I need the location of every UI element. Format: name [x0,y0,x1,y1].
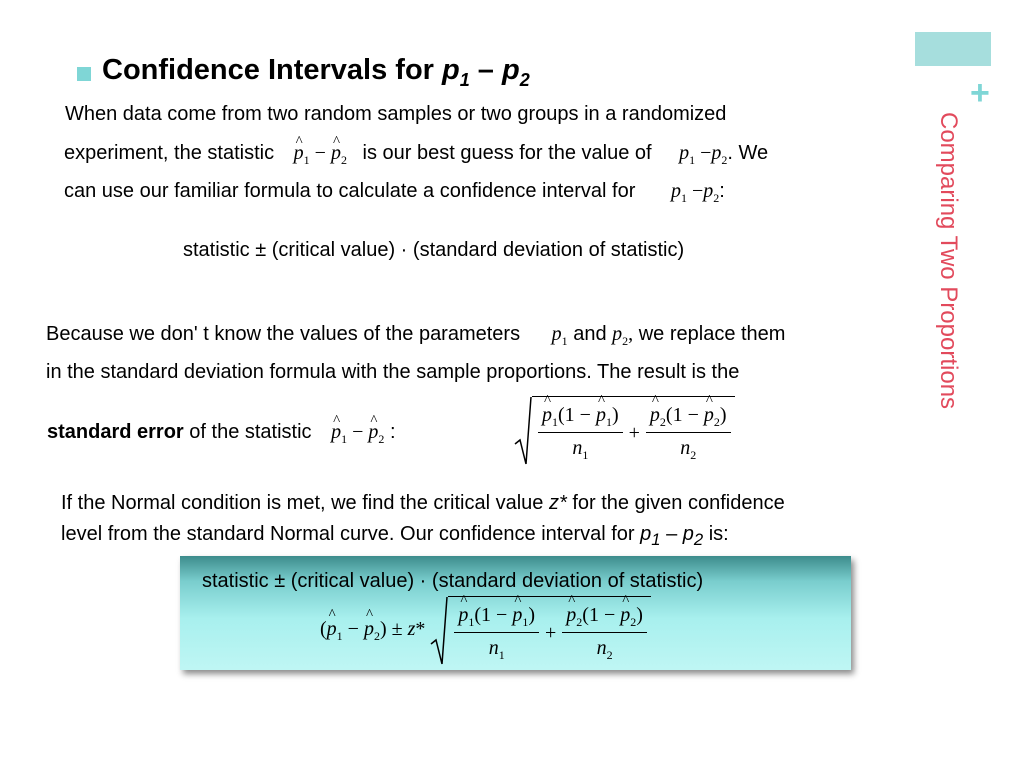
because-line-1a: Because we don' t know the values of the parameters [46,323,521,345]
p-diff-math: $p_1 -p_2$ [679,142,728,167]
normal-line-1b: for the given confidence [566,492,785,514]
normal-line-2a: level from the standard Normal curve. Our confidence interval for [61,523,641,545]
side-title: Comparing Two Proportions [935,112,962,410]
normal-p2: p [682,523,694,545]
corner-accent-block [915,32,991,66]
intro-line-2a: experiment, the statistic [64,142,275,164]
heading-sub2: 2 [519,69,530,90]
heading-prefix: Confidence Intervals for [102,54,443,86]
normal-line-1 [61,491,785,515]
because-line-2: in the standard deviation formula with the sample proportions. The result is the [46,361,740,383]
box-formula-text: statistic ± (critical value) · (standard deviation of statistic) [202,570,704,592]
general-formula: statistic ± (critical value) · (standard deviation of statistic) [183,239,685,261]
box-ci-formula [320,596,651,666]
p-diff-math-2: $p_1 -p_2$ [670,180,720,205]
intro-line-1: When data come from two random samples or two groups in a randomized [65,103,727,125]
heading-dash: – [469,54,502,86]
because-and: and [573,323,607,345]
normal-dash: – [660,523,683,545]
phat-diff-math-2: ^ $p_1$ − ^ $p_2$ [331,421,384,443]
heading-sub1: 1 [459,69,470,90]
heading-var2: p [502,54,520,86]
intro-line-3-end: : [719,180,725,202]
standard-error-colon: : [389,421,396,443]
phat-diff-math: ^ $p_1$ − ^ $p_2$ [294,142,347,164]
standard-error-line [47,420,396,451]
sqrt-symbol: ^ $\frac{p_1(1 - \^{} p_1)}{n_1}$ + ^ $\frac{p_2(1 - \^{} p_2)}{n_2}$ [514,396,735,466]
box-sqrt-symbol: ^ $\frac{p_1(1 - \^{} p_1)}{n_1}$ + ^ $\frac{p_2(1 - \^{} p_2)}{n_2}$ [430,596,651,666]
zstar-text: z* [549,492,567,514]
because-line-1b: we replace them [638,323,786,345]
normal-sub2: 2 [693,530,704,549]
plus-icon: + [970,74,990,112]
normal-line-1a: If the Normal condition is met, we find the critical value [61,492,549,514]
normal-line-2 [61,522,729,552]
standard-error-rest: of the statistic [183,421,312,443]
slide-heading [102,54,530,91]
box-ci-prefix: (^ $p_1$ − ^ $p_2) \pm z*$ [320,618,425,640]
p1-math: $p_1$ [551,323,568,348]
normal-p1: p [640,523,652,545]
intro-line-3-text: can use our familiar formula to calculate a confidence interval for [64,180,636,202]
intro-line-2 [64,141,768,172]
heading-var1: p [442,54,460,86]
standard-error-formula [514,396,735,466]
intro-line-2c: . We [727,142,769,164]
bullet-square-icon [77,67,91,81]
p2-math: $p_2$, [612,323,634,348]
standard-error-bold: standard error [47,421,184,443]
intro-line-2b: is our best guess for the value of [362,142,652,164]
normal-line-2b: is: [703,523,729,545]
because-line-1 [46,322,785,353]
intro-line-3 [64,179,725,210]
normal-sub1: 1 [651,530,661,549]
